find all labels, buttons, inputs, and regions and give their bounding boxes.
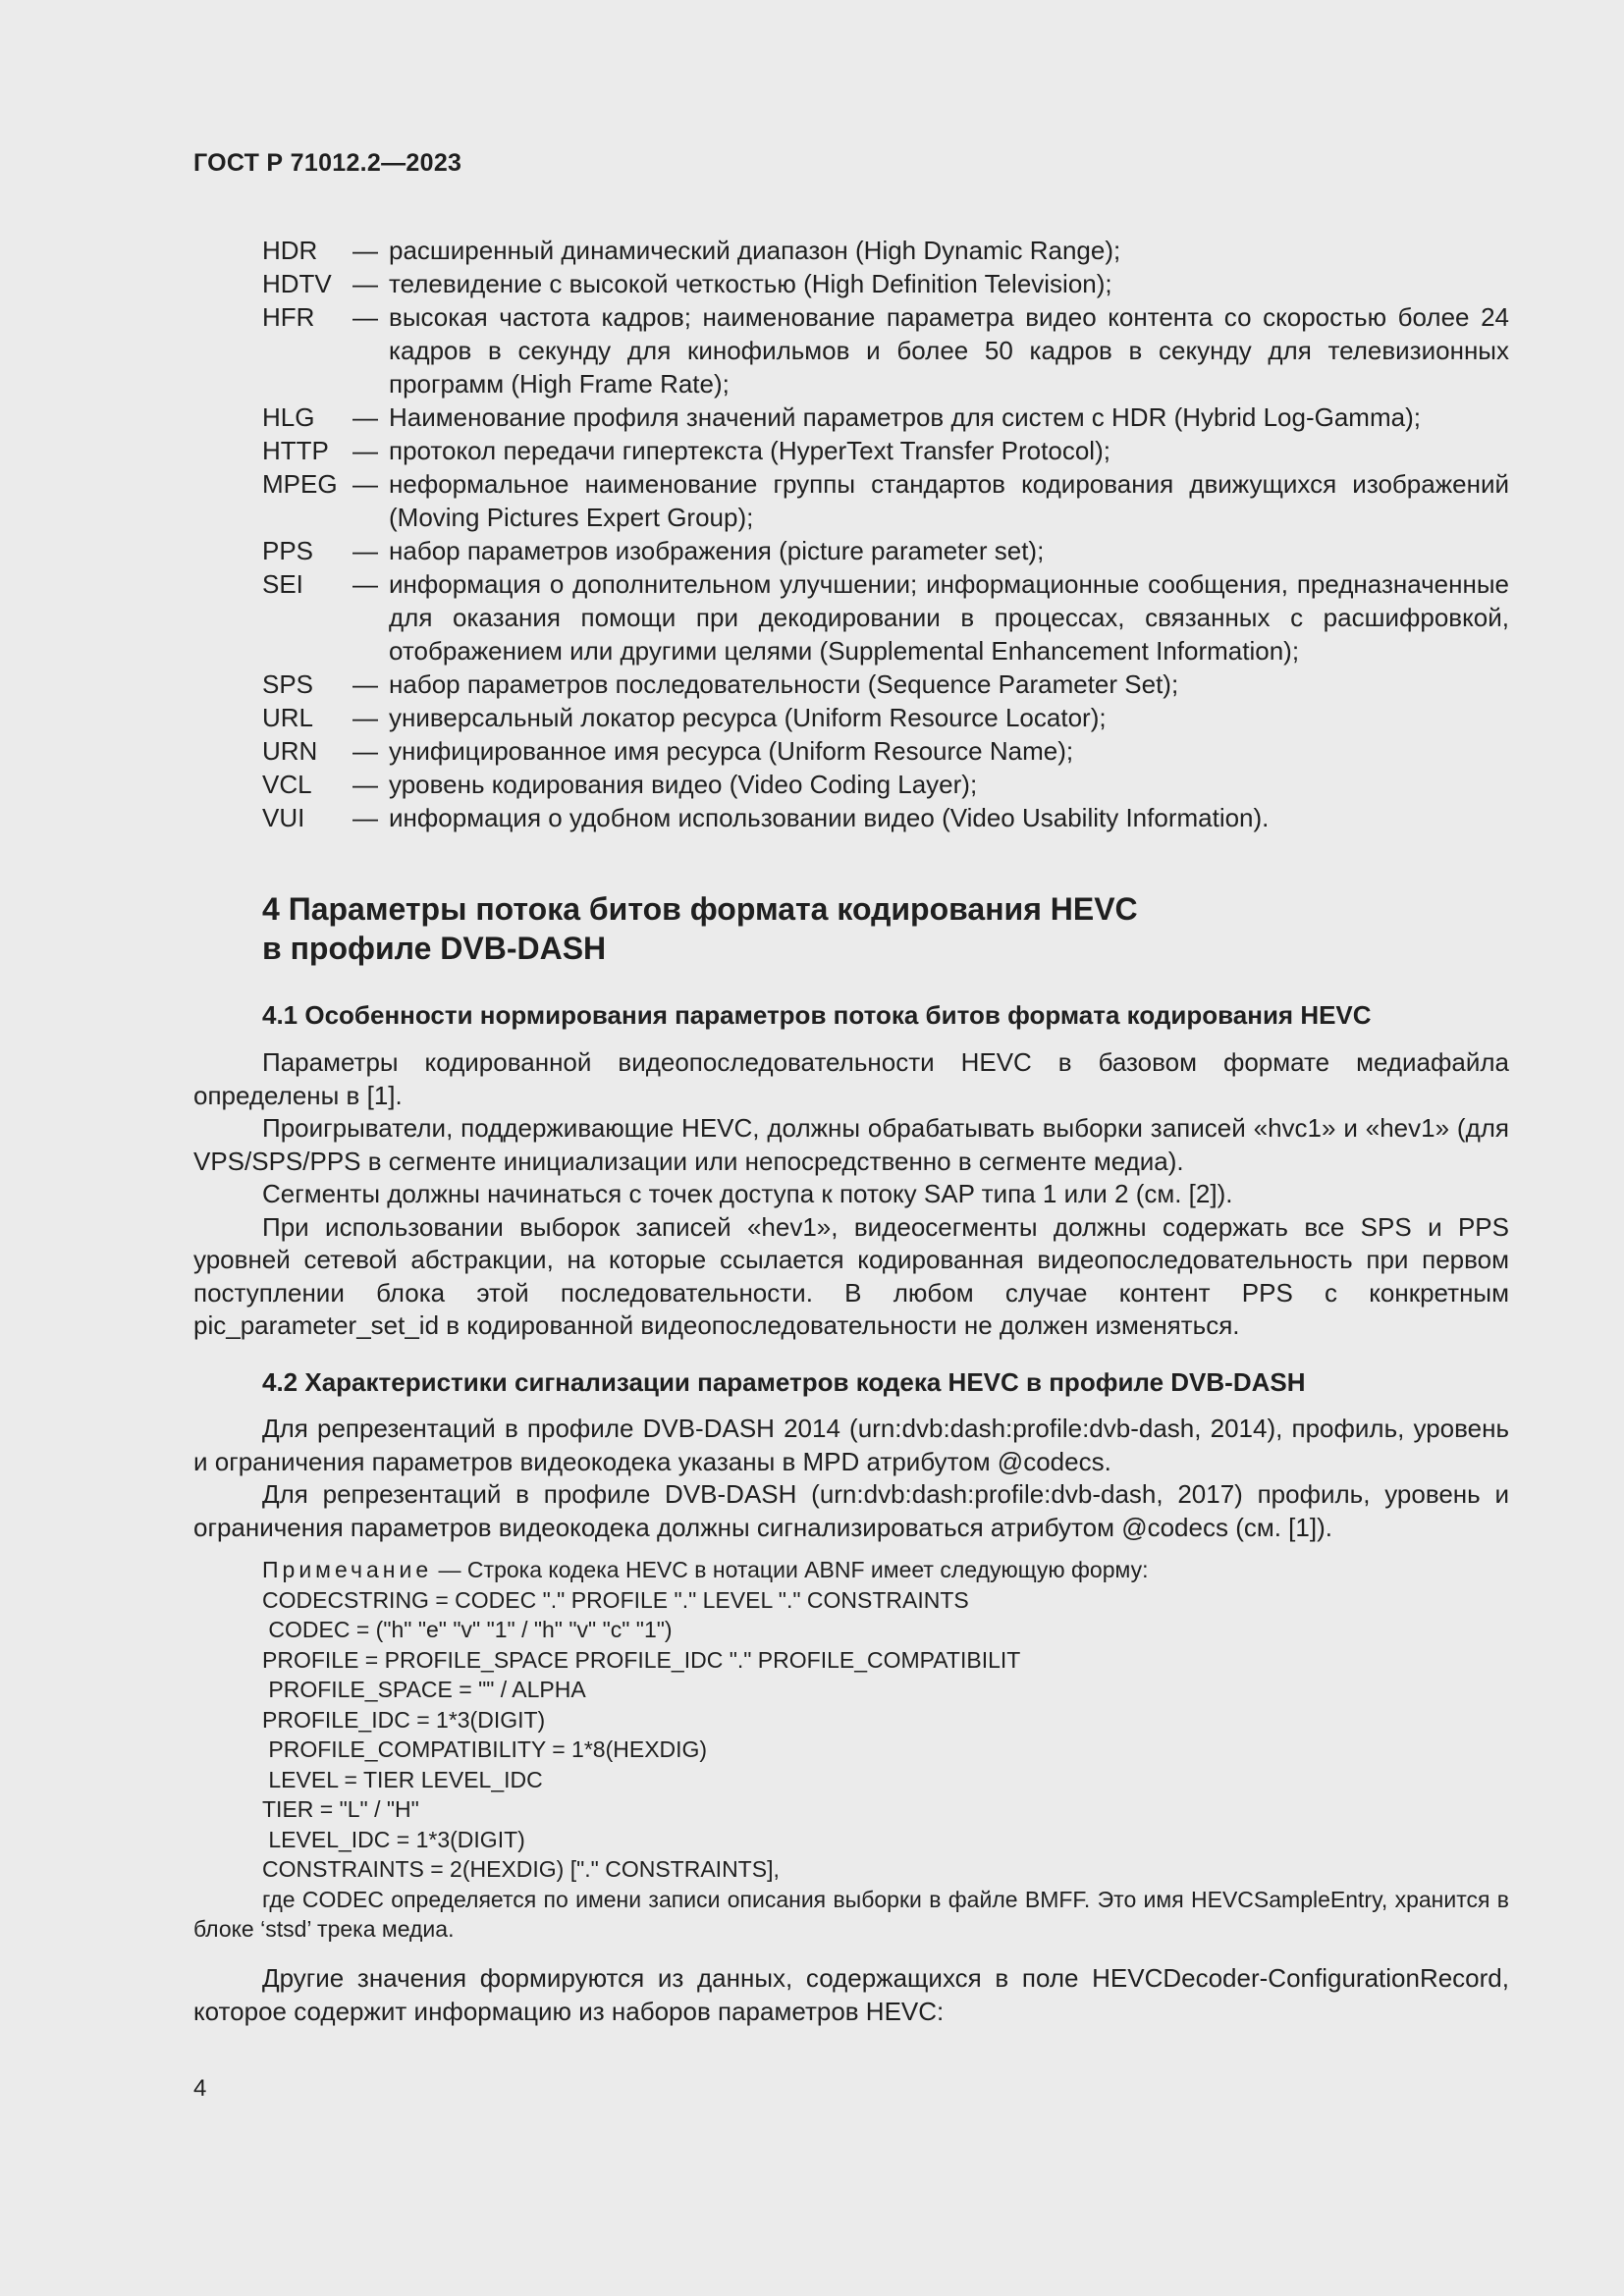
closing-body [193,1962,1509,2028]
note-code-line: CODEC = ("h" "e" "v" "1" / "h" "v" "c" "1") [262,1617,673,1642]
note-code-line: PROFILE = PROFILE_SPACE PROFILE_IDC "." PROFILE_COMPATIBILIT [262,1646,1021,1673]
abbreviation-dash: — [352,803,378,832]
abbreviation-definition: протокол передачи гипертекста (HyperText Transfer Protocol); [389,436,1110,465]
abbreviation-dash: — [352,236,378,265]
abbreviation-definition: Наименование профиля значений параметров для систем с HDR (Hybrid Log-Gamma); [389,402,1421,432]
section-4-title-line1: 4 Параметры потока битов формата кодирования HEVC [262,891,1138,927]
section-4-heading [262,889,1440,968]
abbreviation-term: URL [262,703,314,732]
abbreviation-definition: высокая частота кадров; наименование параметра видео контента со скоростью более 24 кадров в секунду для кинофильмов и более 50 кадров в секунду для телевизионных программ (High Frame Rate); [389,302,1509,399]
abbreviation-dash: — [352,736,378,766]
abbreviation-term: HTTP [262,436,329,465]
abbreviation-dash: — [352,302,378,332]
abbreviation-dash: — [352,269,378,298]
abbreviation-item [262,267,1509,300]
abbreviation-item [262,400,1509,434]
abbreviation-term: MPEG [262,469,338,499]
abbreviation-dash: — [352,703,378,732]
abbreviation-term: HDTV [262,269,332,298]
note-code-line: LEVEL = TIER LEVEL_IDC [262,1766,543,1792]
section-4-title-line2: в профиле DVB-DASH [262,931,607,966]
abbreviation-item [262,567,1509,667]
abbreviation-item [262,768,1509,801]
abbreviation-dash: — [352,469,378,499]
abbreviation-term: PPS [262,536,314,565]
abbreviation-definition: набор параметров изображения (picture parameter set); [389,536,1045,565]
section-4-2-heading: 4.2 Характеристики сигнализации параметров кодека HEVC в профиле DVB-DASH [262,1367,1306,1397]
note-code-line: LEVEL_IDC = 1*3(DIGIT) [262,1826,525,1852]
abbreviation-definition: информация о удобном использовании видео (Video Usability Information). [389,803,1270,832]
note-intro: — Строка кодека HEVC в нотации ABNF имеет следующую форму: [432,1557,1149,1582]
abbreviation-term: URN [262,736,318,766]
abbreviation-item [262,534,1509,567]
abbreviation-dash: — [352,770,378,799]
note-code-line: CONSTRAINTS = 2(HEXDIG) ["." CONSTRAINTS], [262,1856,780,1882]
abbreviation-item [262,434,1509,467]
paragraph: При использовании выборок записей «hev1», видеосегменты должны содержать все SPS и PPS уровней сетевой абстракции, на которые ссылается кодированная видеопоследовательность при первом поступлении блока этой последовательности. В любом случае контент PPS с конкретным pic_parameter_set_id в кодированной видеопоследовательности не должен изменяться. [193,1211,1509,1340]
paragraph: Для репрезентаций в профиле DVB-DASH (urn:dvb:dash:profile:dvb-dash, 2017) профиль, уровень и ограничения параметров видеокодека должны сигнализироваться атрибутом @codecs (см. [1]). [193,1479,1509,1542]
abbreviation-list [262,234,1509,834]
abbreviation-definition: неформальное наименование группы стандартов кодирования движущихся изображений (Moving Pictures Expert Group); [389,469,1509,532]
paragraph: Сегменты должны начинаться с точек доступа к потоку SAP типа 1 или 2 (см. [2]). [262,1179,1233,1208]
paragraph: Для репрезентаций в профиле DVB-DASH 2014 (urn:dvb:dash:profile:dvb-dash, 2014), профиль, уровень и ограничения параметров видеокодека указаны в MPD атрибутом @codecs. [193,1414,1509,1476]
note-code-line: CODECSTRING = CODEC "." PROFILE "." LEVEL "." CONSTRAINTS [262,1586,969,1613]
note-label: Примечание [262,1557,433,1582]
abbreviation-dash: — [352,536,378,565]
note-block [193,1555,1509,1945]
note-header [193,1555,1509,1585]
paragraph: Другие значения формируются из данных, содержащихся в поле HEVCDecoder-ConfigurationRecord, которое содержит информацию из наборов параметров HEVC: [193,1963,1509,2026]
section-4-1-heading: 4.1 Особенности нормирования параметров потока битов формата кодирования HEVC [262,1000,1372,1030]
note-tail: где CODEC определяется по имени записи описания выборки в файле BMFF. Это имя HEVCSampleEntry, хранится в блоке ‘stsd’ трека медиа. [193,1886,1509,1942]
abbreviation-definition: универсальный локатор ресурса (Uniform Resource Locator); [389,703,1107,732]
abbreviation-dash: — [352,569,378,599]
abbreviation-definition: уровень кодирования видео (Video Coding Layer); [389,770,978,799]
section-4-2-body [193,1413,1509,1544]
abbreviation-item [262,801,1509,834]
abbreviation-term: HDR [262,236,318,265]
abbreviation-term: VCL [262,770,312,799]
section-4-1-body [193,1046,1509,1343]
abbreviation-definition: телевидение с высокой четкостью (High Definition Television); [389,269,1112,298]
abbreviation-dash: — [352,436,378,465]
abbreviation-dash: — [352,669,378,699]
abbreviation-item [262,234,1509,267]
abbreviation-term: SPS [262,669,314,699]
page-number: 4 [193,2075,207,2102]
abbreviation-term: HFR [262,302,315,332]
abbreviation-term: VUI [262,803,305,832]
abbreviation-definition: расширенный динамический диапазон (High Dynamic Range); [389,236,1121,265]
abbreviation-definition: набор параметров последовательности (Sequence Parameter Set); [389,669,1179,699]
note-code-line: PROFILE_IDC = 1*3(DIGIT) [262,1706,546,1733]
abbreviation-dash: — [352,402,378,432]
paragraph: Параметры кодированной видеопоследовательности HEVC в базовом формате медиафайла определены в [1]. [193,1047,1509,1110]
abbreviation-term: HLG [262,402,315,432]
paragraph: Проигрыватели, поддерживающие HEVC, должны обрабатывать выборки записей «hvc1» и «hev1» (для VPS/SPS/PPS в сегменте инициализации или непосредственно в сегменте медиа). [193,1113,1509,1176]
abbreviation-item [262,467,1509,534]
note-code-line: PROFILE_SPACE = "" / ALPHA [262,1677,586,1702]
abbreviation-item [262,667,1509,701]
abbreviation-definition: унифицированное имя ресурса (Uniform Resource Name); [389,736,1074,766]
abbreviation-item [262,734,1509,768]
abbreviation-term: SEI [262,569,303,599]
note-code-line: PROFILE_COMPATIBILITY = 1*8(HEXDIG) [262,1736,708,1762]
abbreviation-item [262,300,1509,400]
abbreviation-item [262,701,1509,734]
document-header: ГОСТ Р 71012.2—2023 [193,149,462,177]
note-code-line: TIER = "L" / "H" [262,1796,419,1822]
abbreviation-definition: информация о дополнительном улучшении; информационные сообщения, предназначенные для оказания помощи при декодировании в процессах, связанных с расшифровкой, отображением или другими целями (Supplemental Enhancement Information); [389,569,1509,666]
